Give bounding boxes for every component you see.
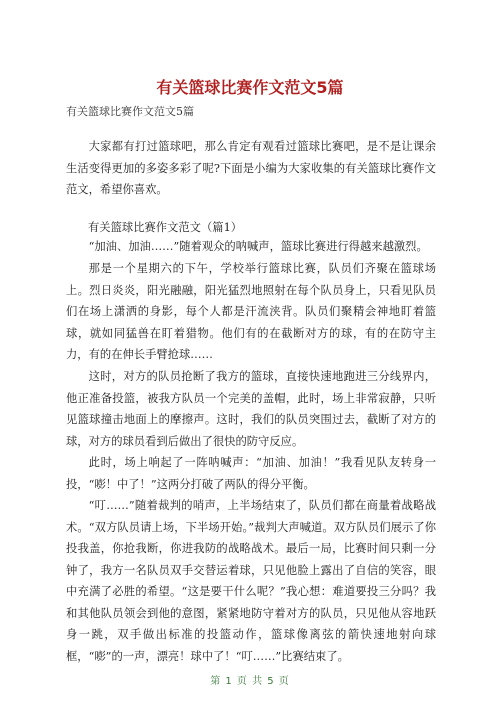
body-paragraph-4: 此时，场上响起了一阵呐喊声：“加油、加油！”我看见队友转身一投，“嘭！中了！”这两分打破了两队的得分平衡。 xyxy=(66,456,436,491)
intro-paragraph: 大家都有打过篮球吧，那么肯定有观看过篮球比赛吧，是不是让课余生活变得更加的多姿多彩了呢?下面是小编为大家收集的有关篮球比赛作文范文，希望你喜欢。 xyxy=(66,140,436,196)
section-heading: 有关篮球比赛作文范文（篇1） xyxy=(88,221,243,234)
document-title: 有关篮球比赛作文范文5篇 xyxy=(156,78,344,97)
body-paragraph-2: 那是一个星期六的下午，学校举行篮球比赛，队员们齐聚在篮球场上。烈日炎炎，阳光融融，阳光猛烈地照射在每个队员身上，只看见队员们在场上潇洒的身影，每个人都是汗流浃背。队员们聚精会神地盯着篮球，就如同猛兽在盯着猎物。他们有的在截断对方的球，有的在防守主力，有的在伸长手臂抢球…… xyxy=(66,262,436,361)
body-paragraph-1: “加油、加油……”随着观众的呐喊声，篮球比赛进行得越来越激烈。 xyxy=(88,240,428,253)
body-paragraph-5: “叮……”随着裁判的哨声，上半场结束了，队员们都在商量着战略战术。“双方队员请上场，下半场开始。”裁判大声喊道。双方队员们展示了你投我盖，你抢我断，你进我防的战略战术。最后一局，比赛时间只剩一分钟了，我方一名队员双手交替运着球，只见他脸上露出了自信的笑容，眼中充满了必胜的希望。“这是要干什么呢？”我心想：难道要投三分吗？我和其他队员领会到他的意图，紧紧地防守着对方的队员，只见他从容地跃身一跳，双手做出标准的投篮动作，篮球像离弦的箭快速地射向球框，“嘭”的一声，漂亮！球中了！“叮……”比赛结束了。 xyxy=(66,499,436,663)
document-subtitle: 有关篮球比赛作文范文5篇 xyxy=(66,105,194,118)
page-footer: 第 1 页 共 5 页 xyxy=(210,676,290,687)
body-paragraph-3: 这时，对方的队员抢断了我方的篮球，直接快速地跑进三分线界内，他正准备投篮，被我方队员一个完美的盖帽，此时，场上非常寂静，只听见篮球撞击地面上的摩擦声。这时，我们的队员突围过去，截断了对方的球，对方的球员看到后做出了很快的防守反应。 xyxy=(66,370,436,448)
